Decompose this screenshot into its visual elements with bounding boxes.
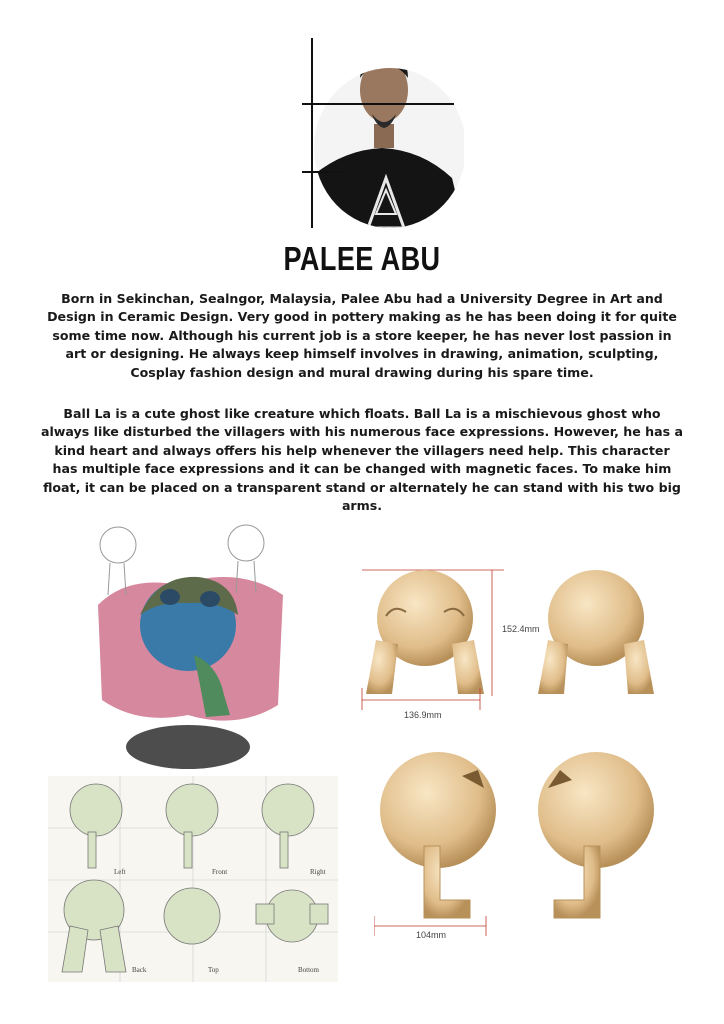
character-description-paragraph: Ball La is a cute ghost like creature which floats. Ball La is a mischievous ghost who always like disturbed the villagers with his numerous face expressions. However, he has a kind heart and always offers his help whenever the villagers need help. This character has multiple face expressions and it can be changed with magnetic faces. To make him float, it can be placed on a transparent stand or alternately he can stand with his two big arms. [40,406,683,514]
pencil-sketch-views [48,776,338,982]
sketch-label-front: Front [212,868,228,876]
3d-render-front-back-views [354,558,674,728]
artist-portrait-photo [302,38,464,228]
side-width-dimension-label: 104mm [416,930,447,940]
3d-render-side-views [374,750,674,940]
sketch-label-right: Right [310,868,326,876]
sketch-label-left: Left [114,868,126,876]
sketch-label-bottom: Bottom [298,966,320,974]
watercolor-sketch-illustration [88,515,292,777]
artist-bio-paragraph: Born in Sekinchan, Sealngor, Malaysia, Palee Abu had a University Degree in Art and Design in Ceramic Design. Very good in pottery making as he has been doing it for quite some time now. Although his current job is a store keeper, he has never lost passion in art or designing. He always keep himself involves in drawing, animation, sculpting, Cosplay fashion design and mural drawing during his spare time. [47,291,677,380]
artist-name: PALEE ABU [283,240,441,277]
height-dimension-label: 152.4mm [502,624,540,634]
width-dimension-label: 136.9mm [404,710,442,720]
sketch-label-top: Top [208,966,219,974]
sketch-label-back: Back [132,966,147,974]
